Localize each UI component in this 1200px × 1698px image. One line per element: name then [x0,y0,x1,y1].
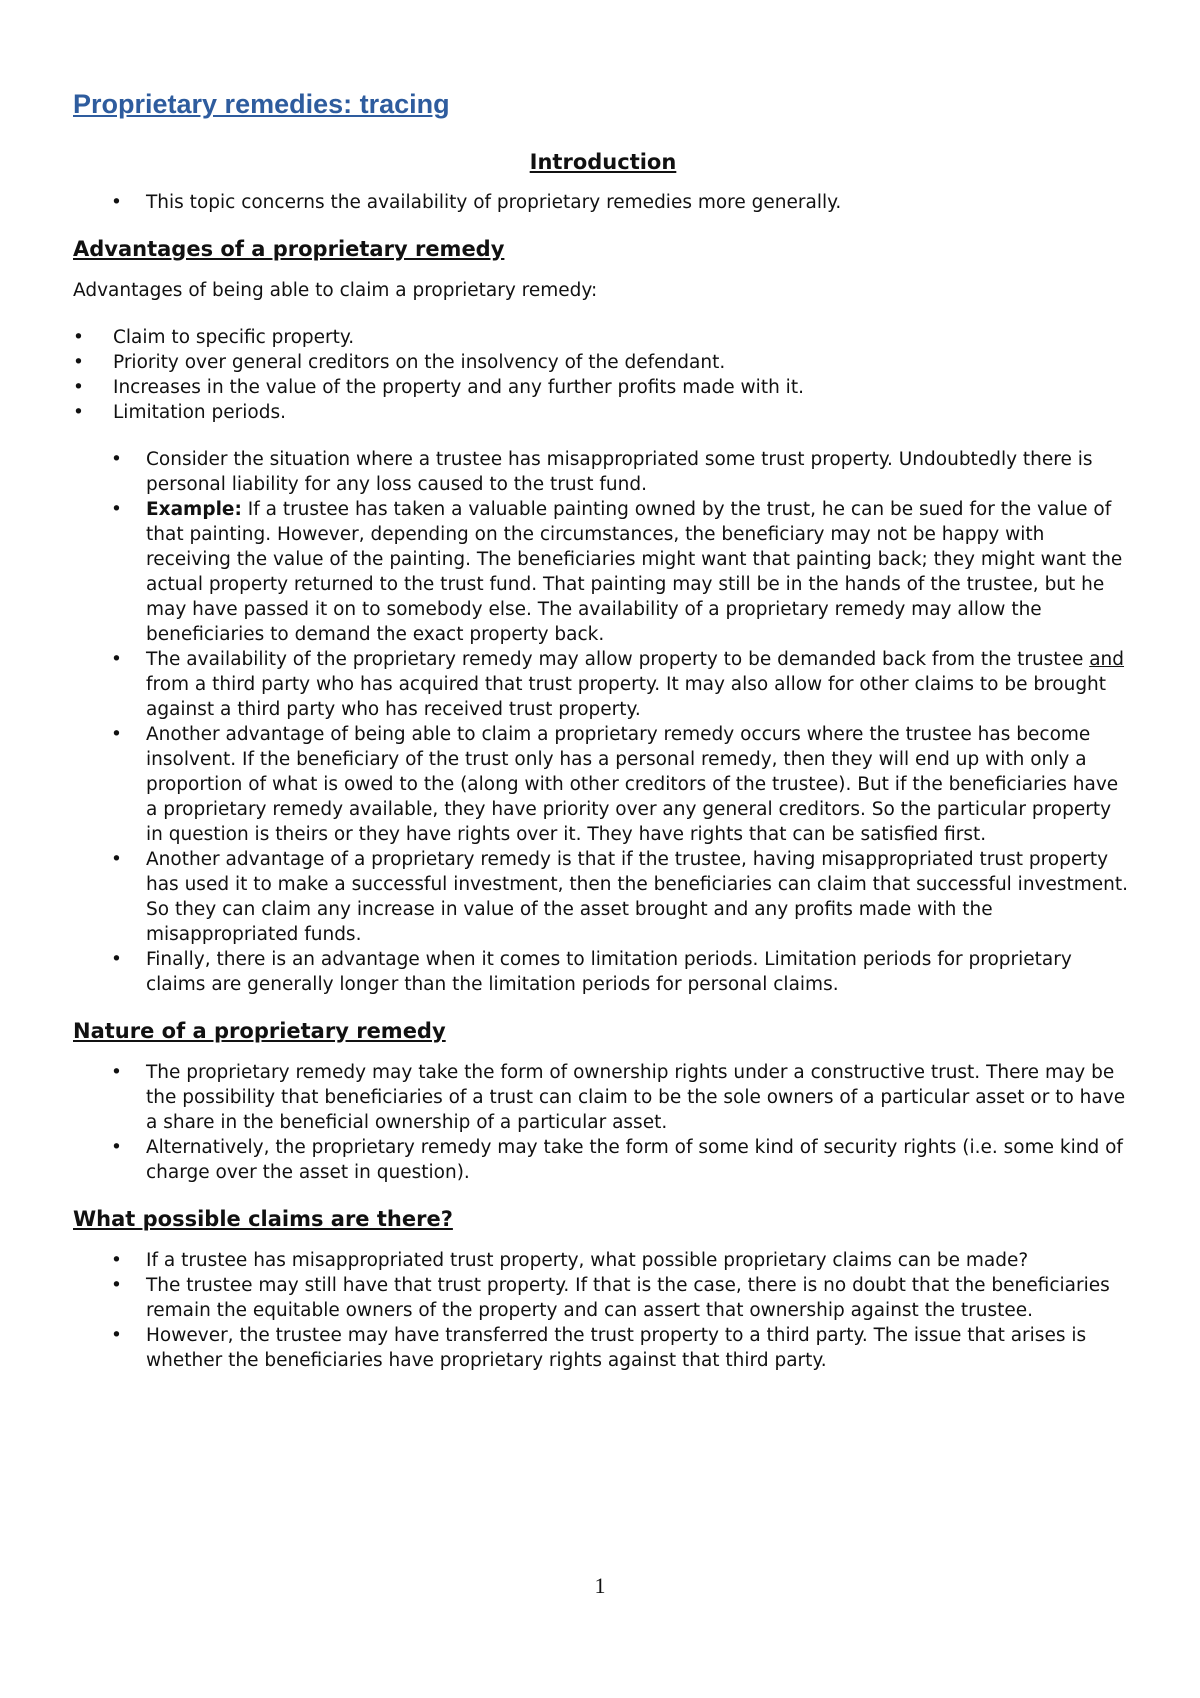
list-item: • Another advantage of a proprietary remedy is that if the trustee, having misappropriated trust property has used it to make a successful investment, then the beneficiaries can claim that successful investment. So they can claim any increase in value of the asset brought and any profits made with the misappropriated funds. [73,847,1133,947]
list-item: • Priority over general creditors on the insolvency of the defendant. [73,350,1133,375]
list-item-text: from a third party who has acquired that trust property. It may also allow for other claims to be brought against a third party who has received trust property. [146,673,1107,720]
list-item: • However, the trustee may have transferred the trust property to a third party. The issue that arises is whether the beneficiaries have proprietary rights against that third party. [73,1323,1133,1373]
page-number: 1 [594,1573,606,1598]
advantages-heading: Advantages of a proprietary remedy [73,236,505,261]
list-item: • Claim to specific property. [73,325,1133,350]
list-item: • This topic concerns the availability of proprietary remedies more generally. [73,190,1133,215]
claims-list [73,1248,1133,1373]
underlined-and: and [1089,648,1125,670]
list-item: • Another advantage of being able to claim a proprietary remedy occurs where the trustee has become insolvent. If the beneficiary of the trust only has a personal remedy, then they will end up with only a proportion of what is owed to the (along with other creditors of the trustee). But if the beneficiaries have a proprietary remedy available, they have priority over any general creditors. So the particular property in question is theirs or they have rights over it. They have rights that can be satisfied first. [73,722,1133,847]
list-item [73,647,1133,722]
list-item: • Increases in the value of the property and any further profits made with it. [73,375,1133,400]
advantages-detail-list [73,447,1133,997]
document-page [73,88,1133,1395]
list-item [73,497,1133,647]
advantages-lead: Advantages of being able to claim a proprietary remedy: [73,279,598,301]
introduction-heading: Introduction [529,150,677,175]
list-item: • The proprietary remedy may take the form of ownership rights under a constructive trust. There may be the possibility that beneficiaries of a trust can claim to be the sole owners of a particular asset or to have a share in the beneficial ownership of a particular asset. [73,1060,1133,1135]
claims-heading: What possible claims are there? [73,1206,453,1231]
nature-heading: Nature of a proprietary remedy [73,1018,446,1043]
list-item: • Limitation periods. [73,400,1133,425]
nature-list [73,1060,1133,1185]
list-item: • Alternatively, the proprietary remedy may take the form of some kind of security rights (i.e. some kind of charge over the asset in question). [73,1135,1133,1185]
list-item: • Consider the situation where a trustee has misappropriated some trust property. Undoubtedly there is personal liability for any loss caused to the trust fund. [73,447,1133,497]
example-text: If a trustee has taken a valuable painting owned by the trust, he can be sued for the value of that painting. However, depending on the circumstances, the beneficiary may not be happy with receiving the value of the painting. The beneficiaries might want that painting back; they might want the actual property returned to the trust fund. That painting may still be in the hands of the trustee, but he may have passed it on to somebody else. The availability of a proprietary remedy may allow the beneficiaries to demand the exact property back. [146,498,1123,645]
list-item: • If a trustee has misappropriated trust property, what possible proprietary claims can be made? [73,1248,1133,1273]
list-item: • Finally, there is an advantage when it comes to limitation periods. Limitation periods for proprietary claims are generally longer than the limitation periods for personal claims. [73,947,1133,997]
advantages-summary-list [73,325,1133,425]
introduction-list [73,190,1133,215]
list-item-text: The availability of the proprietary remedy may allow property to be demanded back from the trustee [146,648,1090,670]
list-item: • The trustee may still have that trust property. If that is the case, there is no doubt that the beneficiaries remain the equitable owners of the property and can assert that ownership against the trustee. [73,1273,1133,1323]
document-title: Proprietary remedies: tracing [73,89,450,119]
example-label: Example: [146,498,242,520]
